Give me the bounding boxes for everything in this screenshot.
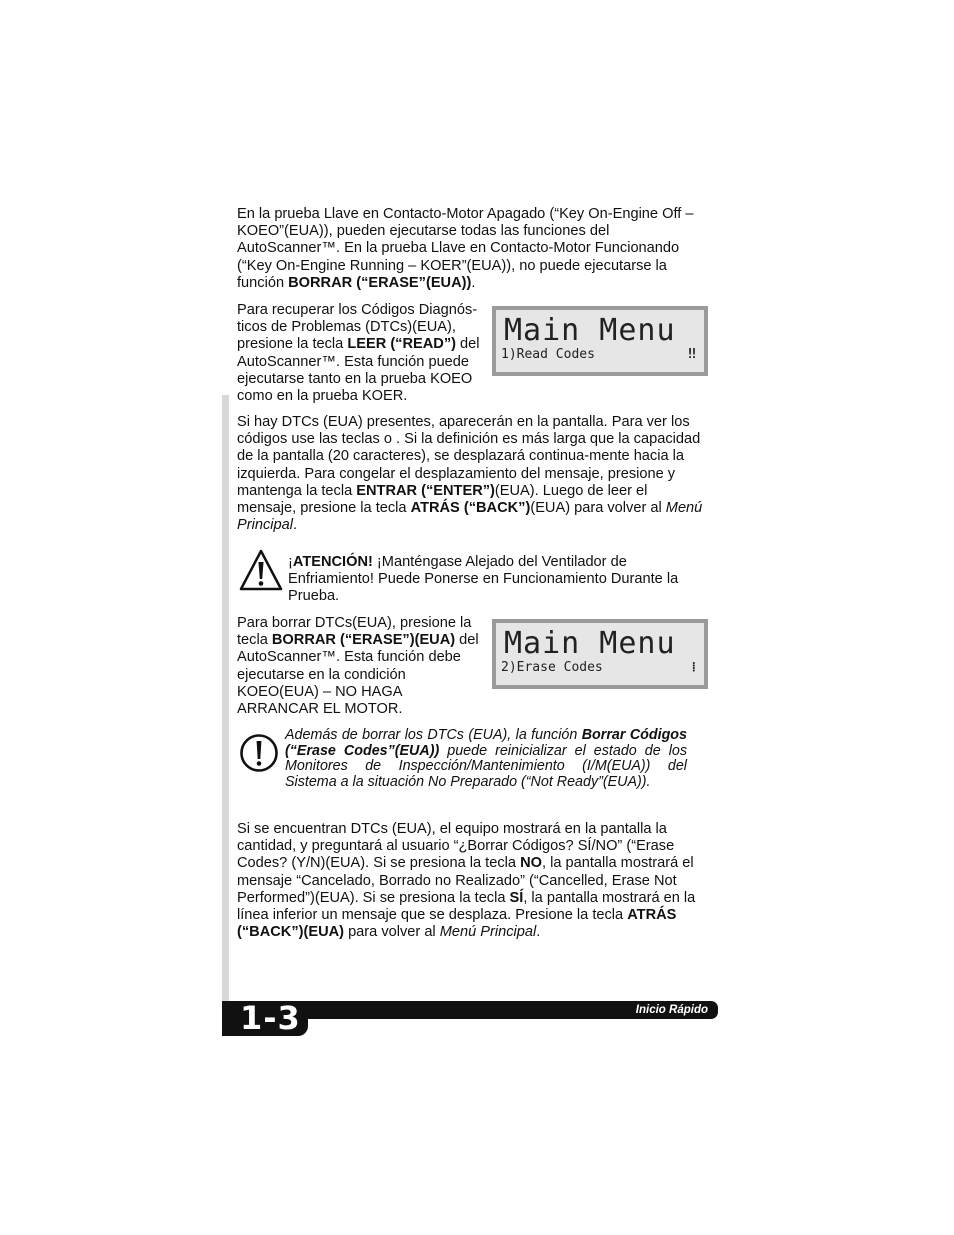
scroll-indicator-icon: ‼ (688, 347, 696, 362)
lcd-title: Main Menu (504, 313, 676, 348)
lcd-menu-line: 2)Erase Codes (501, 660, 603, 675)
erase-codes-paragraph: Para borrar DTCs(EUA), presione la tecla BORRAR (“ERASE”)(EUA) del AutoScanner™. Esta función debe ejecutarse en la condición KOEO(EUA) – NO HAGA ARRANCAR EL MOTOR. (237, 615, 479, 718)
lcd-menu-line: 1)Read Codes (501, 347, 595, 362)
erase-confirm-paragraph: Si se encuentran DTCs (EUA), el equipo mostrará en la pantalla la cantidad, y preguntará al usuario “¿Borrar Códigos? SÍ/NO” (“Erase Codes? (Y/N)(EUA). Si se presiona la tecla NO, la pantalla mostrará el mensaje “Cancelado, Borrado no Realizado” (“Cancelled, Erase Not Performed”)(EUA). Si se presiona la tecla SÍ, la pantalla mostrará en la línea inferior un mensaje que se desplaza. Presione la tecla ATRÁS (“BACK”)(EUA) para volver al Menú Principal. (237, 821, 696, 941)
lcd-read-codes (492, 306, 708, 376)
lcd-erase-codes (492, 619, 708, 689)
warning-text: ¡ATENCIÓN! ¡Manténgase Alejado del Ventilador de Enfriamiento! Puede Ponerse en Funcionamiento Durante la Prueba. (288, 554, 679, 605)
sidebar-rule (222, 395, 229, 1010)
page-number: 1-3 (240, 999, 301, 1037)
note-text: Además de borrar los DTCs (EUA), la función Borrar Códigos (“Erase Codes”(EUA)) puede reinicializar el estado de los Monitores de Inspección/Mantenimiento (I/M(EUA)) del Sistema a la situación No Preparado (“Not Ready”(EUA)). (285, 727, 688, 790)
section-label: Inicio Rápido (635, 1004, 708, 1016)
warning-triangle-icon (239, 548, 283, 592)
lcd-title: Main Menu (504, 626, 676, 661)
intro-paragraph: En la prueba Llave en Contacto-Motor Apagado (“Key On-Engine Off – KOEO”(EUA)), pueden ejecutarse todas las funciones del AutoScanner™. En la prueba Llave en Contacto-Motor Funcionando (“Key On-Engine Running – KOER”(EUA)), no puede ejecutarse la función BORRAR (“ERASE”(EUA)). (237, 206, 694, 291)
page-number-tab (222, 1001, 308, 1036)
scroll-indicator-icon: ⁞ (691, 660, 696, 675)
dtc-display-paragraph: Si hay DTCs (EUA) presentes, aparecerán en la pantalla. Para ver los códigos use las teclas o . Si la definición es más larga que la capacidad de la pantalla (20 caracteres), se desplazará continua-mente hacia la izquierda. Para congelar el desplazamiento del mensaje, presione y mantenga la tecla ENTRAR (“ENTER”)(EUA). Luego de leer el mensaje, presione la tecla ATRÁS (“BACK”)(EUA) para volver al Menú Principal. (237, 414, 703, 534)
read-codes-paragraph: Para recuperar los Códigos Diagnós-ticos de Problemas (DTCs)(EUA), presione la tecla LEER (“READ”) del AutoScanner™. Esta función puede ejecutarse tanto en la prueba KOEO como en la prueba KOER. (237, 302, 480, 405)
